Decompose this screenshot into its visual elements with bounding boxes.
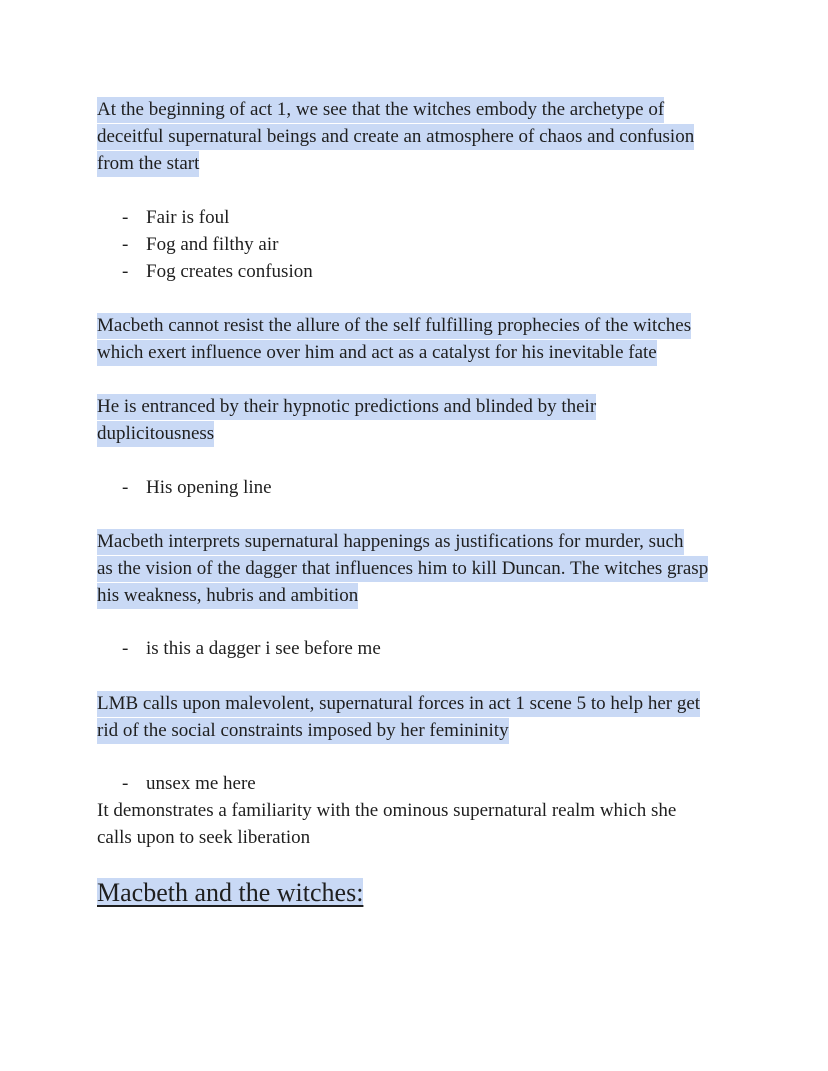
list-item-text: His opening line	[146, 477, 272, 498]
text-line: Macbeth cannot resist the allure of the self fulfilling prophecies of the witches	[97, 313, 691, 339]
list-item	[97, 770, 676, 797]
list-item-text: unsex me here	[146, 773, 256, 794]
text-line: rid of the social constraints imposed by her femininity	[97, 718, 509, 744]
dash-bullet-icon: -	[122, 234, 129, 255]
text-line: deceitful supernatural beings and create an atmosphere of chaos and confusion	[97, 124, 694, 150]
text-line: Macbeth interprets supernatural happenings as justifications for murder, such	[97, 529, 684, 555]
list-item-text: Fog creates confusion	[146, 261, 313, 282]
list-item	[97, 635, 381, 662]
text-line: He is entranced by their hypnotic predictions and blinded by their	[97, 394, 596, 420]
dash-bullet-icon: -	[122, 638, 129, 659]
bullet-list	[97, 635, 381, 662]
list-item	[97, 231, 313, 258]
bullet-list	[97, 474, 272, 501]
text-line: It demonstrates a familiarity with the ominous supernatural realm which she	[97, 800, 677, 821]
heading-text: Macbeth and the witches:	[97, 878, 364, 907]
bullet-list	[97, 770, 676, 851]
dash-bullet-icon: -	[122, 477, 129, 498]
paragraph-lmb	[97, 690, 700, 744]
paragraph-prophecies	[97, 312, 691, 366]
dash-bullet-icon: -	[122, 207, 129, 228]
paragraph-witches-archetype	[97, 96, 694, 177]
dash-bullet-icon: -	[122, 261, 129, 282]
section-heading	[97, 876, 363, 910]
list-item	[97, 204, 313, 231]
paragraph-dagger	[97, 528, 708, 609]
text-line: LMB calls upon malevolent, supernatural forces in act 1 scene 5 to help her get	[97, 691, 700, 717]
paragraph-entranced	[97, 393, 596, 447]
text-line: his weakness, hubris and ambition	[97, 583, 358, 609]
list-item-text: is this a dagger i see before me	[146, 638, 381, 659]
text-line: which exert influence over him and act as a catalyst for his inevitable fate	[97, 340, 657, 366]
text-line: from the start	[97, 151, 199, 177]
text-line: calls upon to seek liberation	[97, 827, 311, 848]
bullet-list	[97, 204, 313, 285]
list-item	[97, 474, 272, 501]
list-item-text: Fair is foul	[146, 207, 230, 228]
text-line: At the beginning of act 1, we see that the witches embody the archetype of	[97, 97, 664, 123]
list-item-text: Fog and filthy air	[146, 234, 279, 255]
text-line: as the vision of the dagger that influences him to kill Duncan. The witches grasp	[97, 556, 708, 582]
list-item	[97, 258, 313, 285]
text-line: duplicitousness	[97, 421, 214, 447]
dash-bullet-icon: -	[122, 773, 129, 794]
